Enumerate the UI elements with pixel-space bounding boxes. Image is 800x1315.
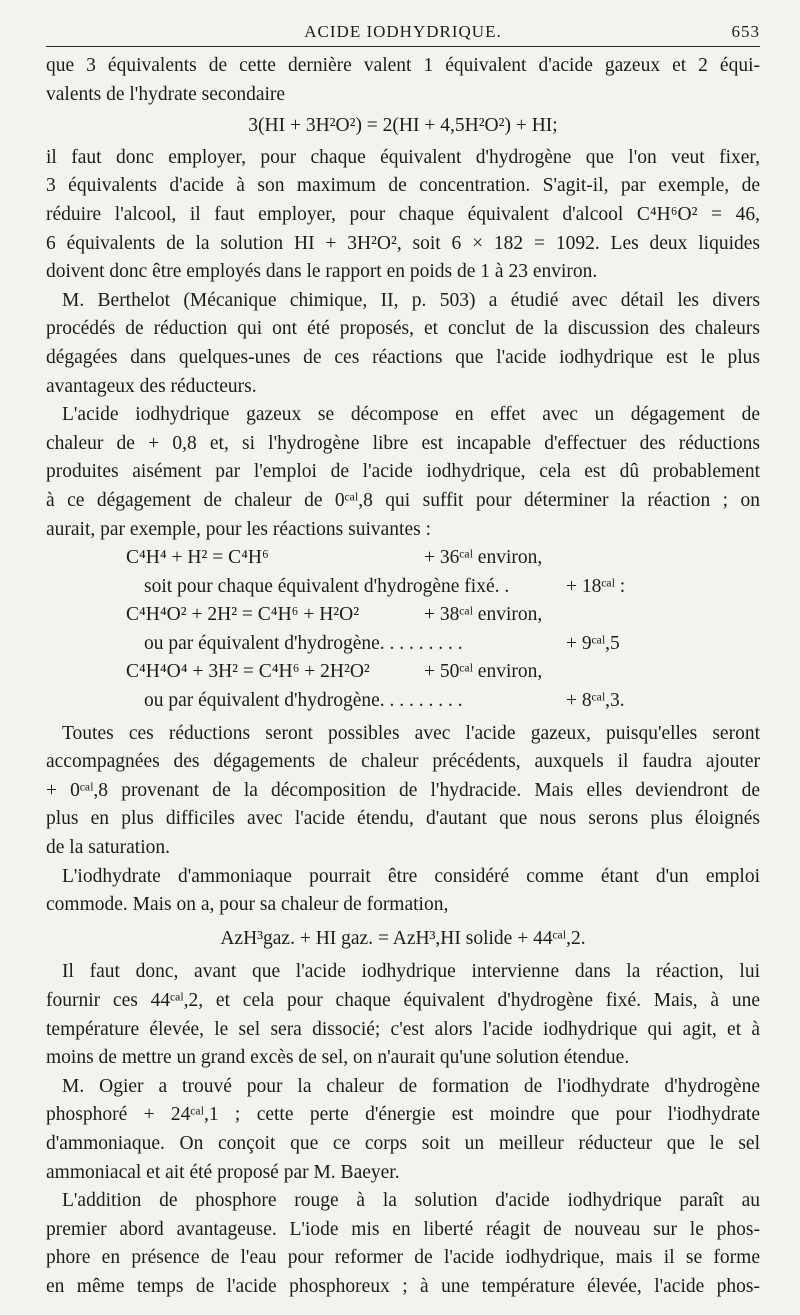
reaction-value: + 9ᶜᵃˡ,5 [566, 632, 620, 654]
reaction-row [46, 544, 760, 573]
reaction-formula: ou par équivalent d'hydrogène. . . . . . . . . [144, 690, 463, 712]
reaction-row [46, 573, 760, 602]
text-line: aurait, par exemple, pour les réactions suivantes : [46, 518, 431, 540]
text-line: phosphoré + 24ᶜᵃˡ,1 ; cette perte d'énergie est moindre que pour l'iodhydrate [46, 1104, 760, 1126]
reaction-row [46, 630, 760, 659]
reaction-value: + 36ᶜᵃˡ environ, [424, 547, 543, 569]
text-line: M. Ogier a trouvé pour la chaleur de formation de l'iodhydrate d'hydrogène [62, 1075, 760, 1097]
text-line: de la saturation. [46, 837, 170, 859]
equation: AzH³gaz. + HI gaz. = AzH³,HI solide + 44ᶜᵃˡ,2. [220, 927, 586, 949]
reaction-row [46, 658, 760, 687]
text-line: il faut donc employer, pour chaque équivalent d'hydrogène que l'on veut fixer, [46, 146, 760, 168]
text-line: ammoniacal et ait été proposé par M. Baeyer. [46, 1161, 400, 1183]
text-line: 6 équivalents de la solution HI + 3H²O², soit 6 × 182 = 1092. Les deux liquides [46, 232, 760, 254]
text-line: premier abord avantageuse. L'iode mis en liberté réagit de nouveau sur le phos- [46, 1218, 760, 1240]
body-text [46, 52, 760, 1302]
reaction-formula: soit pour chaque équivalent d'hydrogène fixé. . [144, 575, 510, 597]
text-line: 3 équivalents d'acide à son maximum de concentration. S'agit-il, par exemple, de [46, 175, 760, 197]
text-line: + 0ᶜᵃˡ,8 provenant de la décomposition de l'hydracide. Mais elles deviendront de [46, 779, 760, 801]
text-line: produites aisément par l'emploi de l'acide iodhydrique, cela est dû probablement [46, 461, 760, 483]
text-line: phore en présence de l'eau pour reformer de l'acide iodhydrique, mais il se forme [46, 1247, 760, 1269]
text-line: accompagnées des dégagements de chaleur précédents, auxquels il faudra ajouter [46, 751, 760, 773]
text-line: avantageux des réducteurs. [46, 375, 257, 397]
text-line: doivent donc être employés dans le rapport en poids de 1 à 23 environ. [46, 261, 598, 283]
text-line: plus en plus difficiles avec l'acide étendu, d'autant que nous serons plus éloignés [46, 808, 760, 830]
text-line: procédés de réduction qui ont été proposés, et conclut de la discussion des chaleurs [46, 318, 760, 340]
reaction-value: + 50ᶜᵃˡ environ, [424, 661, 543, 683]
text-line: température élevée, le sel sera dissocié; c'est alors l'acide iodhydrique qui agit, et à [46, 1018, 760, 1040]
header-rule [46, 46, 760, 47]
text-line: L'iodhydrate d'ammoniaque pourrait être considéré comme étant d'un emploi [62, 865, 760, 887]
text-line: valents de l'hydrate secondaire [46, 83, 286, 105]
text-line: réduire l'alcool, il faut employer, pour chaque équivalent d'alcool C⁴H⁶O² = 46, [46, 203, 760, 225]
reaction-row [46, 687, 760, 716]
reaction-formula: C⁴H⁴ + H² = C⁴H⁶ [126, 547, 269, 569]
text-line: M. Berthelot (Mécanique chimique, II, p. 503) a étudié avec détail les divers [62, 289, 760, 311]
page-number: 653 [731, 22, 760, 41]
reaction-formula: C⁴H⁴O⁴ + 3H² = C⁴H⁶ + 2H²O² [126, 661, 370, 683]
running-header [46, 18, 760, 46]
text-line: L'acide iodhydrique gazeux se décompose en effet avec un dégagement de [62, 404, 760, 426]
reaction-value: + 18ᶜᵃˡ : [566, 575, 626, 597]
text-line: moins de mettre un grand excès de sel, on n'aurait qu'une solution étendue. [46, 1047, 630, 1069]
running-title: ACIDE IODHYDRIQUE. [304, 22, 502, 41]
text-line: que 3 équivalents de cette dernière valent 1 équivalent d'acide gazeux et 2 équi- [46, 55, 760, 76]
text-line: fournir ces 44ᶜᵃˡ,2, et cela pour chaque équivalent d'hydrogène fixé. Mais, à une [46, 990, 760, 1011]
reaction-formula: ou par équivalent d'hydrogène. . . . . . . . . [144, 632, 463, 654]
text-line: Il faut donc, avant que l'acide iodhydrique intervienne dans la réaction, lui [62, 961, 760, 983]
reaction-value: + 38ᶜᵃˡ environ, [424, 604, 543, 626]
text-line: dégagées dans quelques-unes de ces réactions que l'acide iodhydrique est le plus [46, 346, 760, 368]
equation: 3(HI + 3H²O²) = 2(HI + 4,5H²O²) + HI; [248, 115, 558, 137]
text-line: d'ammoniaque. On conçoit que ce corps soit un meilleur réducteur que le sel [46, 1132, 760, 1154]
text-line: à ce dégagement de chaleur de 0ᶜᵃˡ,8 qui suffit pour déterminer la réaction ; on [46, 489, 760, 511]
text-line: commode. Mais on a, pour sa chaleur de formation, [46, 894, 449, 916]
reaction-formula: C⁴H⁴O² + 2H² = C⁴H⁶ + H²O² [126, 604, 360, 626]
text-line: chaleur de + 0,8 et, si l'hydrogène libre est incapable d'effectuer des réductions [46, 432, 760, 454]
text-line: L'addition de phosphore rouge à la solution d'acide iodhydrique paraît au [62, 1190, 760, 1212]
text-line: Toutes ces réductions seront possibles avec l'acide gazeux, puisqu'elles seront [62, 722, 760, 744]
text-line: en même temps de l'acide phosphoreux ; à une température élevée, l'acide phos- [46, 1275, 760, 1297]
reaction-row [46, 601, 760, 630]
reaction-value: + 8ᶜᵃˡ,3. [566, 690, 625, 712]
